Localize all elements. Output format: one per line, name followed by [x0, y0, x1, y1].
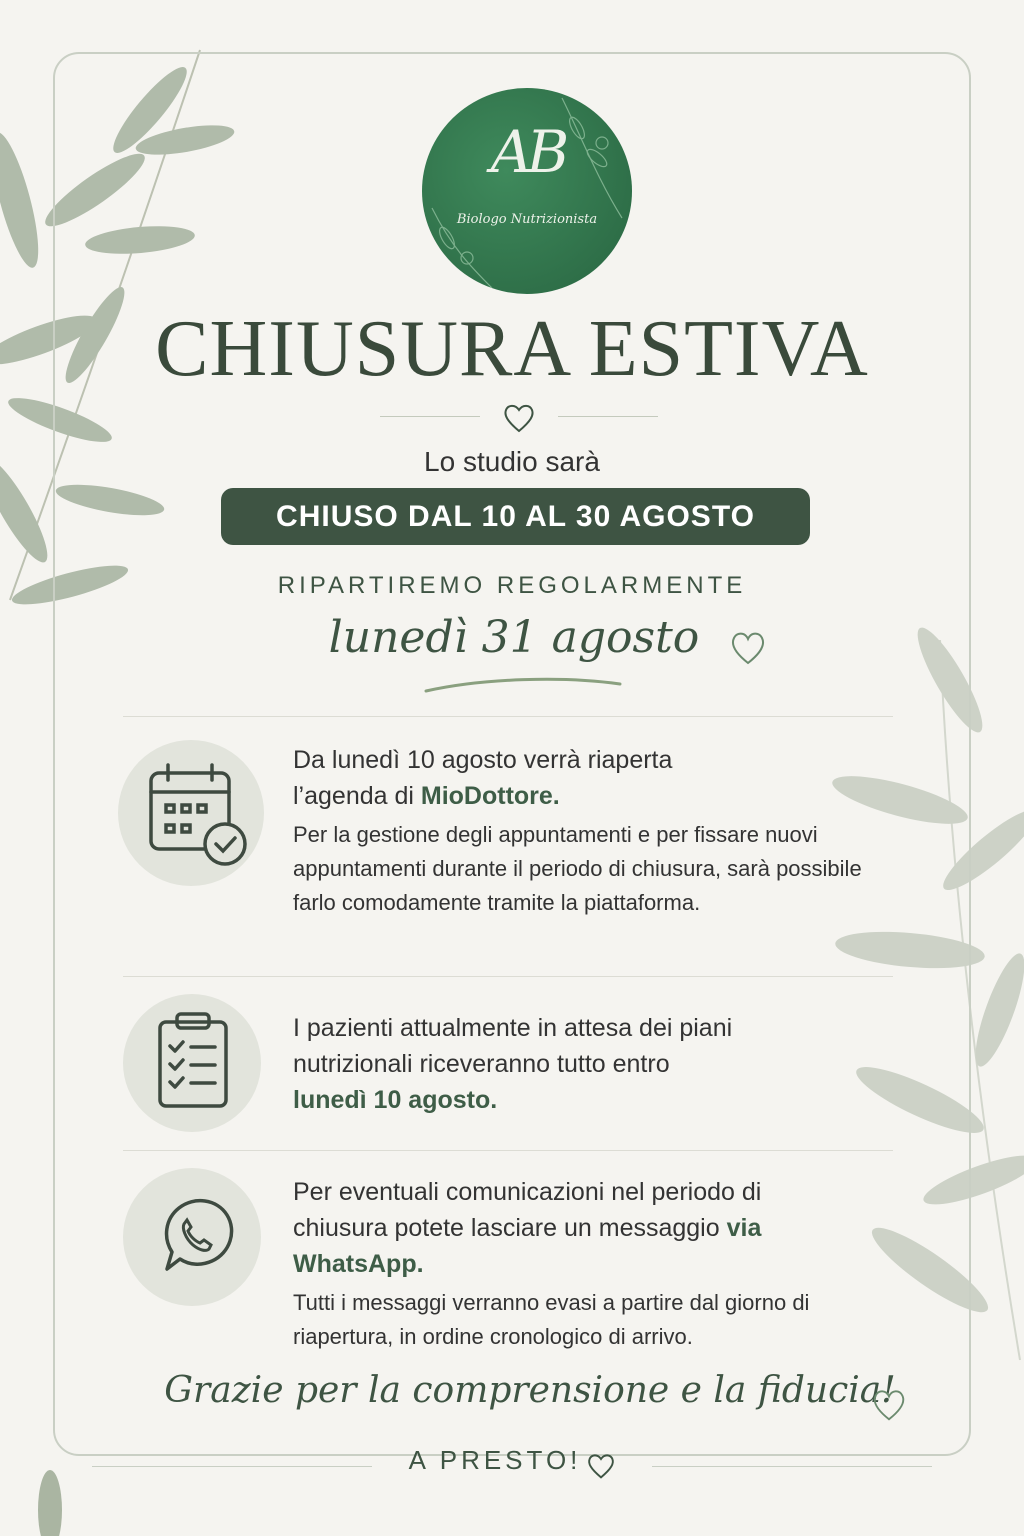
- heart-icon-closing: [586, 1452, 616, 1480]
- closure-period-banner: CHIUSO DAL 10 AL 30 AGOSTO: [221, 488, 810, 545]
- whatsapp-info: [293, 1174, 903, 1354]
- calendar-check-icon: [118, 740, 264, 886]
- closing-text: [0, 1445, 990, 1476]
- agenda-detail: Per la gestione degli appuntamenti e per fissare nuovi appuntamenti durante il periodo di chiusura, sarà possibile farlo comodamente tramite la piattaforma.: [293, 822, 862, 915]
- patients-info: [293, 1010, 813, 1118]
- section-separator: [123, 976, 893, 977]
- underline-swash: [424, 676, 624, 696]
- divider-left: [380, 416, 480, 417]
- whatsapp-text: Per eventuali comunicazioni nel periodo di chiusura potete lasciare un messaggio: [293, 1178, 762, 1242]
- restart-label: RIPARTIREMO REGOLARMENTE: [277, 572, 747, 599]
- section-separator: [123, 1150, 893, 1151]
- clipboard-icon-circle: [123, 994, 261, 1132]
- closing-label: A PRESTO!: [408, 1445, 582, 1475]
- agenda-info: [293, 742, 903, 920]
- patients-date: lunedì 10 agosto.: [293, 1086, 498, 1114]
- thanks-message: Grazie per la comprensione e la fiducia!: [164, 1370, 896, 1411]
- restart-date: lunedì 31 agosto: [328, 612, 700, 663]
- calendar-icon-circle: [118, 740, 264, 886]
- section-separator: [123, 716, 893, 717]
- whatsapp-icon: [123, 1168, 261, 1306]
- logo-badge: [422, 88, 632, 294]
- whatsapp-icon-circle: [123, 1168, 261, 1306]
- agenda-line-1: Da lunedì 10 agosto verrà riaperta: [293, 746, 673, 774]
- patients-text: I pazienti attualmente in attesa dei piani nutrizionali riceveranno tutto entro: [293, 1014, 733, 1078]
- clipboard-checklist-icon: [123, 994, 261, 1132]
- heart-icon-outline: [728, 628, 768, 668]
- heart-icon: [502, 402, 536, 434]
- miodottore-link[interactable]: MioDottore.: [420, 782, 560, 810]
- page-title: CHIUSURA ESTIVA: [155, 305, 869, 393]
- intro-text: Lo studio sarà: [424, 446, 600, 477]
- whatsapp-detail: Tutti i messaggi verranno evasi a partire dal giorno di riapertura, in ordine cronologico di arrivo.: [293, 1290, 810, 1349]
- logo-monogram: AB: [490, 118, 564, 186]
- logo-subtitle: Biologo Nutrizionista: [456, 212, 598, 227]
- agenda-line-2: l’agenda di: [293, 782, 421, 810]
- heart-icon-thanks: [870, 1386, 908, 1424]
- divider-right: [558, 416, 658, 417]
- whatsapp-link[interactable]: via WhatsApp.: [293, 1214, 762, 1278]
